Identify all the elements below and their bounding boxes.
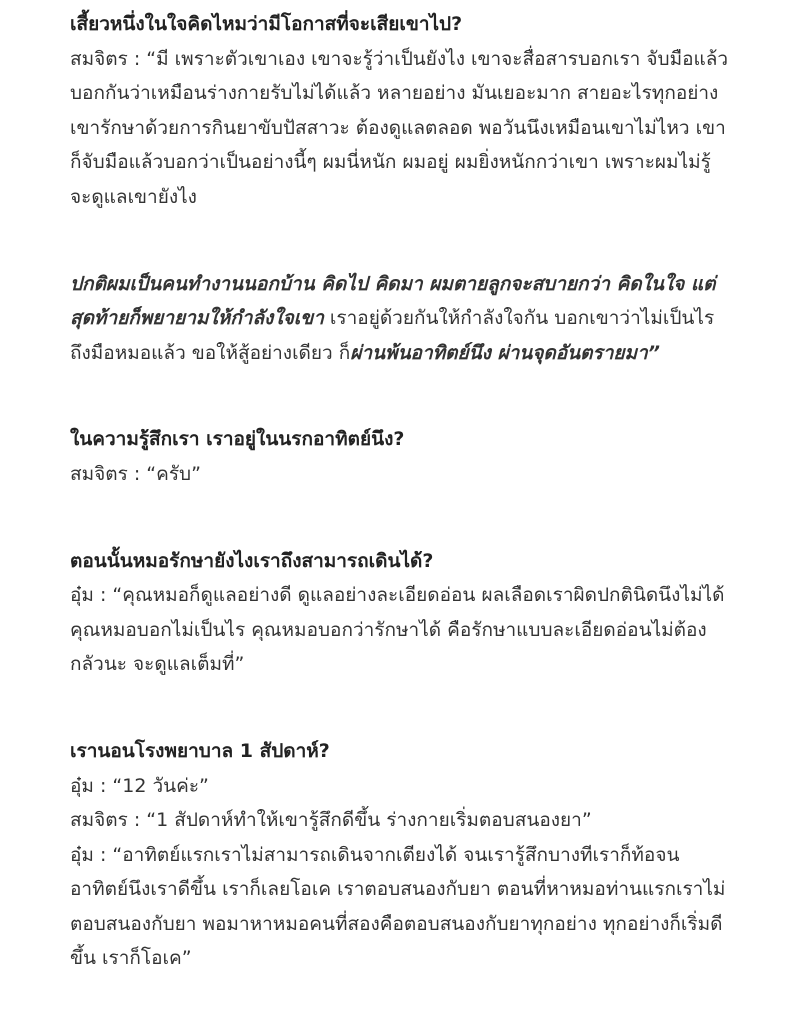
qa-block-3	[70, 544, 730, 682]
quote-block	[70, 267, 730, 371]
answer-line: อุ๋ม : “12 วันค่ะ”	[70, 774, 209, 797]
qa-block-1	[70, 0, 730, 215]
qa-block-2	[70, 422, 730, 491]
answer-line: สมจิตร : “1 สัปดาห์ทำให้เขารู้สึกดีขึ้น ร่างกายเริ่มตอบสนองยา”	[70, 809, 592, 832]
quote-paragraph	[70, 267, 730, 371]
quote-plain-text: เราอยู่ด้วยกันให้กำลังใจกัน บอกเขาว่าไม่เป็นไรถึงมือหมอแล้ว ขอให้สู้อย่างเดียว ก็	[70, 307, 715, 364]
emphasized-quote-start: ปกติผมเป็นคนทำงานนอกบ้าน คิดไป คิดมา ผมตายลูกจะสบายกว่า คิดในใจ แต่สุดท้ายก็พยายามให้กำลังใจเขา	[70, 272, 716, 330]
answer-paragraph: อุ๋ม : “คุณหมอก็ดูแลอย่างดี ดูแลอย่างละเอียดอ่อน ผลเลือดเราผิดปกตินิดนึงไม่ได้ คุณหมอบอกไม่เป็นไร คุณหมอบอกว่ารักษาได้ คือรักษาแบบละเอียดอ่อนไม่ต้องกลัวนะ จะดูแลเต็มที่”	[70, 584, 725, 676]
answer-paragraph: สมจิตร : “มี เพราะตัวเขาเอง เขาจะรู้ว่าเป็นยังไง เขาจะสื่อสารบอกเรา จับมือแล้วบอกกันว่าเหมือนร่างกายรับไม่ได้แล้ว หลายอย่าง มันเยอะมาก สายอะไรทุกอย่าง เขารักษาด้วยการกินยาขับปัสสาวะ ต้องดูแลตลอด พอวันนึงเหมือนเขาไม่ไหว เขาก็จับมือแล้วบอกว่าเป็นอย่างนี้ๆ ผมนี่หนัก ผมอยู่ ผมยิ่งหนักกว่าเขา เพราะผมไม่รู้จะดูแลเขายังไง	[70, 47, 729, 208]
emphasized-quote-end: ผ่านพ้นอาทิตย์นึง ผ่านจุดอันตรายมา”	[350, 341, 660, 364]
question-heading: เสี้ยวหนึ่งในใจคิดไหมว่ามีโอกาสที่จะเสียเขาไป?	[70, 13, 463, 35]
answer-paragraph: อุ๋ม : “อาทิตย์แรกเราไม่สามารถเดินจากเตียงได้ จนเรารู้สึกบางทีเราก็ท้อจนอาทิตย์นึงเราดีขึ้น เราก็เลยโอเค เราตอบสนองกับยา ตอนที่หาหมอท่านแรกเราไม่ตอบสนองกับยา พอมาหาหมอคนที่สองคือตอบสนองกับยาทุกอย่าง ทุกอย่างก็เริ่มดีขึ้น เราก็โอเค”	[70, 843, 726, 970]
article-body	[70, 0, 730, 1028]
question-heading: ในความรู้สึกเรา เราอยู่ในนรกอาทิตย์นึง?	[70, 428, 405, 451]
qa-block-4	[70, 734, 730, 976]
answer-paragraph: สมจิตร : “ครับ”	[70, 462, 201, 485]
question-heading: ตอนนั้นหมอรักษายังไงเราถึงสามารถเดินได้?	[70, 549, 434, 572]
question-heading: เรานอนโรงพยาบาล 1 สัปดาห์?	[70, 739, 330, 762]
